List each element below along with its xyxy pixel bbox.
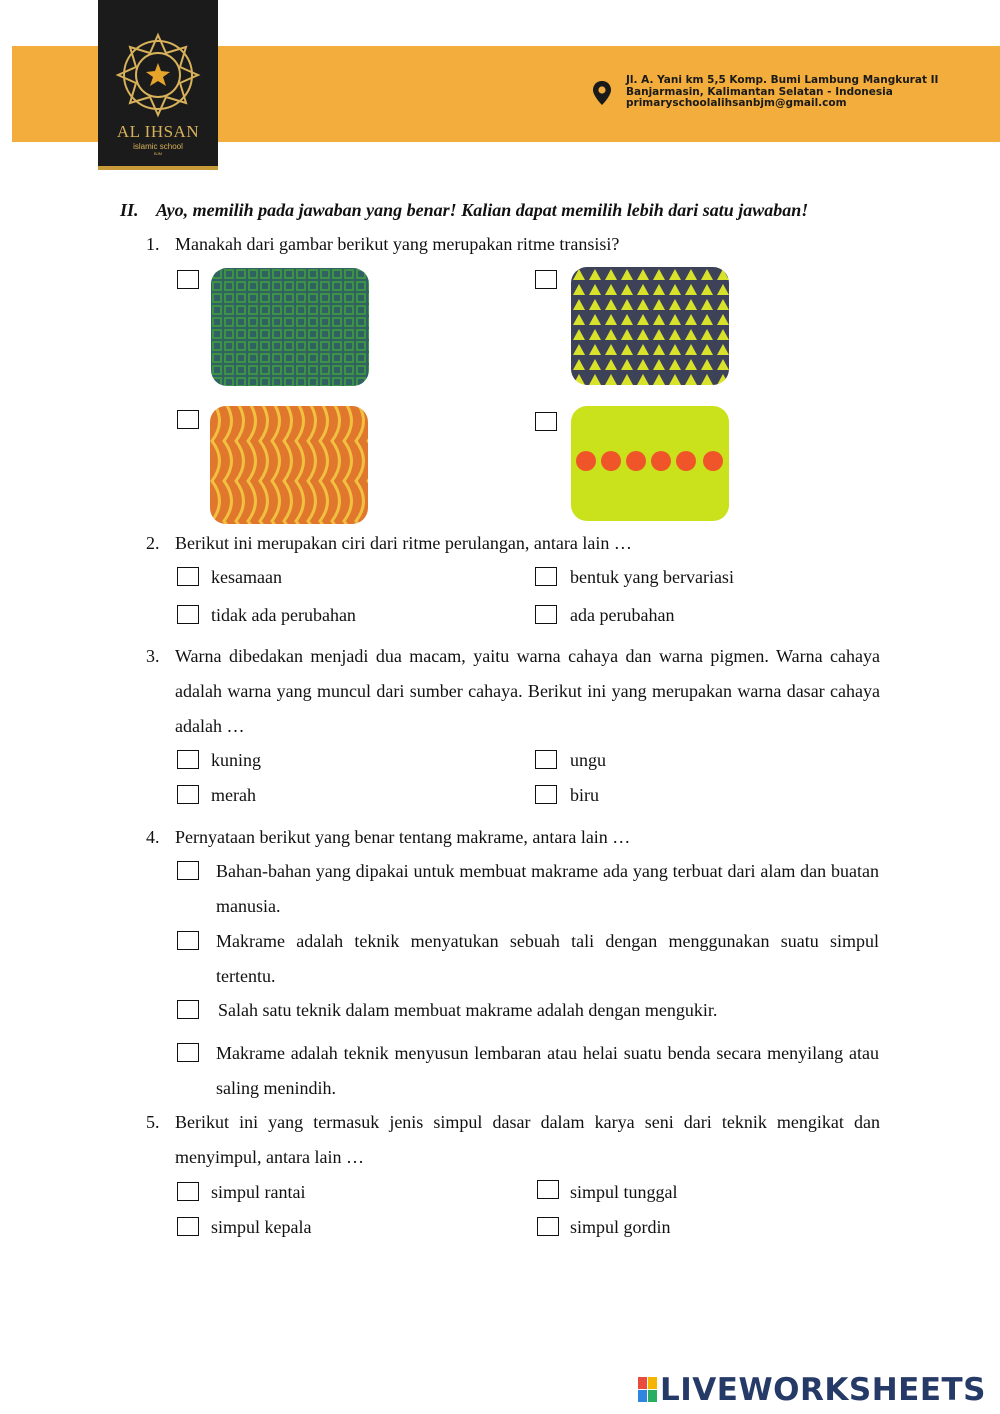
option-label: simpul tunggal [570, 1182, 678, 1202]
option-label: merah [211, 785, 256, 805]
checkbox-q4-b[interactable] [177, 931, 199, 950]
checkbox-q4-c[interactable] [177, 1000, 199, 1019]
checkbox-q5-c[interactable] [177, 1217, 199, 1236]
green-square-pattern-image [211, 268, 369, 386]
section-instruction [120, 200, 808, 221]
option-label: biru [570, 785, 599, 805]
option-label: simpul rantai [211, 1182, 306, 1202]
brand-text: LIVEWORKSHEETS [660, 1372, 986, 1408]
school-address [626, 75, 938, 110]
liveworksheets-logo [638, 1372, 986, 1408]
option-label: Makrame adalah teknik menyatukan sebuah tali dengan menggunakan suatu simpul tertentu. [216, 931, 879, 986]
checkbox-q2-a[interactable] [177, 567, 199, 586]
instruction-text: Ayo, memilih pada jawaban yang benar! Kalian dapat memilih lebih dari satu jawaban! [156, 200, 809, 220]
question-number: 3. [146, 646, 160, 666]
checkbox-q1-b[interactable] [535, 270, 557, 289]
question-2 [146, 526, 880, 561]
email-line: primaryschoolalihsanbjm@gmail.com [626, 97, 847, 109]
location-pin-icon [592, 80, 612, 106]
checkbox-q2-c[interactable] [177, 605, 199, 624]
address-line: Jl. A. Yani km 5,5 Komp. Bumi Lambung Mangkurat II [626, 74, 939, 86]
question-text: Berikut ini merupakan ciri dari ritme perulangan, antara lain … [175, 533, 632, 553]
checkbox-q3-c[interactable] [177, 785, 199, 804]
question-number: 2. [146, 533, 160, 553]
option-label: Salah satu teknik dalam membuat makrame adalah dengan mengukir. [218, 1000, 718, 1020]
live-badge-icon [638, 1377, 658, 1403]
checkbox-q3-a[interactable] [177, 750, 199, 769]
question-text: Berikut ini yang termasuk jenis simpul dasar dalam karya seni dari teknik mengikat dan menyimpul, antara lain … [175, 1112, 880, 1167]
star-ornament-icon [104, 30, 212, 120]
checkbox-q2-b[interactable] [535, 567, 557, 586]
school-name: AL IHSAN [116, 122, 200, 141]
option-label: bentuk yang bervariasi [570, 567, 734, 587]
checkbox-q2-d[interactable] [535, 605, 557, 624]
question-number: 5. [146, 1112, 160, 1132]
question-text: Manakah dari gambar berikut yang merupakan ritme transisi? [175, 234, 620, 254]
option-label: simpul gordin [570, 1217, 671, 1237]
option-label: tidak ada perubahan [211, 605, 356, 625]
option-label: kesamaan [211, 567, 282, 587]
option-label: ungu [570, 750, 606, 770]
checkbox-q3-b[interactable] [535, 750, 557, 769]
school-subtitle: islamic school [133, 142, 183, 151]
question-3 [146, 639, 880, 744]
checkbox-q1-c[interactable] [177, 410, 199, 429]
checkbox-q5-d[interactable] [537, 1217, 559, 1236]
question-text: Warna dibedakan menjadi dua macam, yaitu warna cahaya dan warna pigmen. Warna cahaya adalah warna yang muncul dari sumber cahaya. Berikut ini yang merupakan warna dasar cahaya adalah … [175, 646, 880, 736]
option-label: simpul kepala [211, 1217, 312, 1237]
checkbox-q4-a[interactable] [177, 861, 199, 880]
orange-wave-pattern-image [210, 406, 368, 524]
section-number: II. [120, 200, 139, 220]
question-1 [146, 227, 880, 262]
option-label: ada perubahan [570, 605, 675, 625]
checkbox-q4-d[interactable] [177, 1043, 199, 1062]
yellow-triangle-pattern-image [571, 267, 729, 385]
school-logo [98, 0, 218, 170]
question-number: 1. [146, 234, 160, 254]
question-text: Pernyataan berikut yang benar tentang makrame, antara lain … [175, 827, 631, 847]
checkbox-q3-d[interactable] [535, 785, 557, 804]
option-label: Makrame adalah teknik menyusun lembaran atau helai suatu benda secara menyilang atau saling menindih. [216, 1043, 879, 1098]
checkbox-q1-d[interactable] [535, 412, 557, 431]
question-4 [146, 820, 880, 855]
checkbox-q1-a[interactable] [177, 270, 199, 289]
question-number: 4. [146, 827, 160, 847]
option-label: Bahan-bahan yang dipakai untuk membuat makrame ada yang terbuat dari alam dan buatan manusia. [216, 861, 879, 916]
checkbox-q5-a[interactable] [177, 1182, 199, 1201]
question-5 [146, 1105, 880, 1175]
school-city: BJM [154, 151, 162, 156]
option-label: kuning [211, 750, 262, 770]
address-line: Banjarmasin, Kalimantan Selatan - Indonesia [626, 85, 893, 98]
red-dots-on-lime-image [571, 406, 729, 521]
checkbox-q5-b[interactable] [537, 1180, 559, 1199]
